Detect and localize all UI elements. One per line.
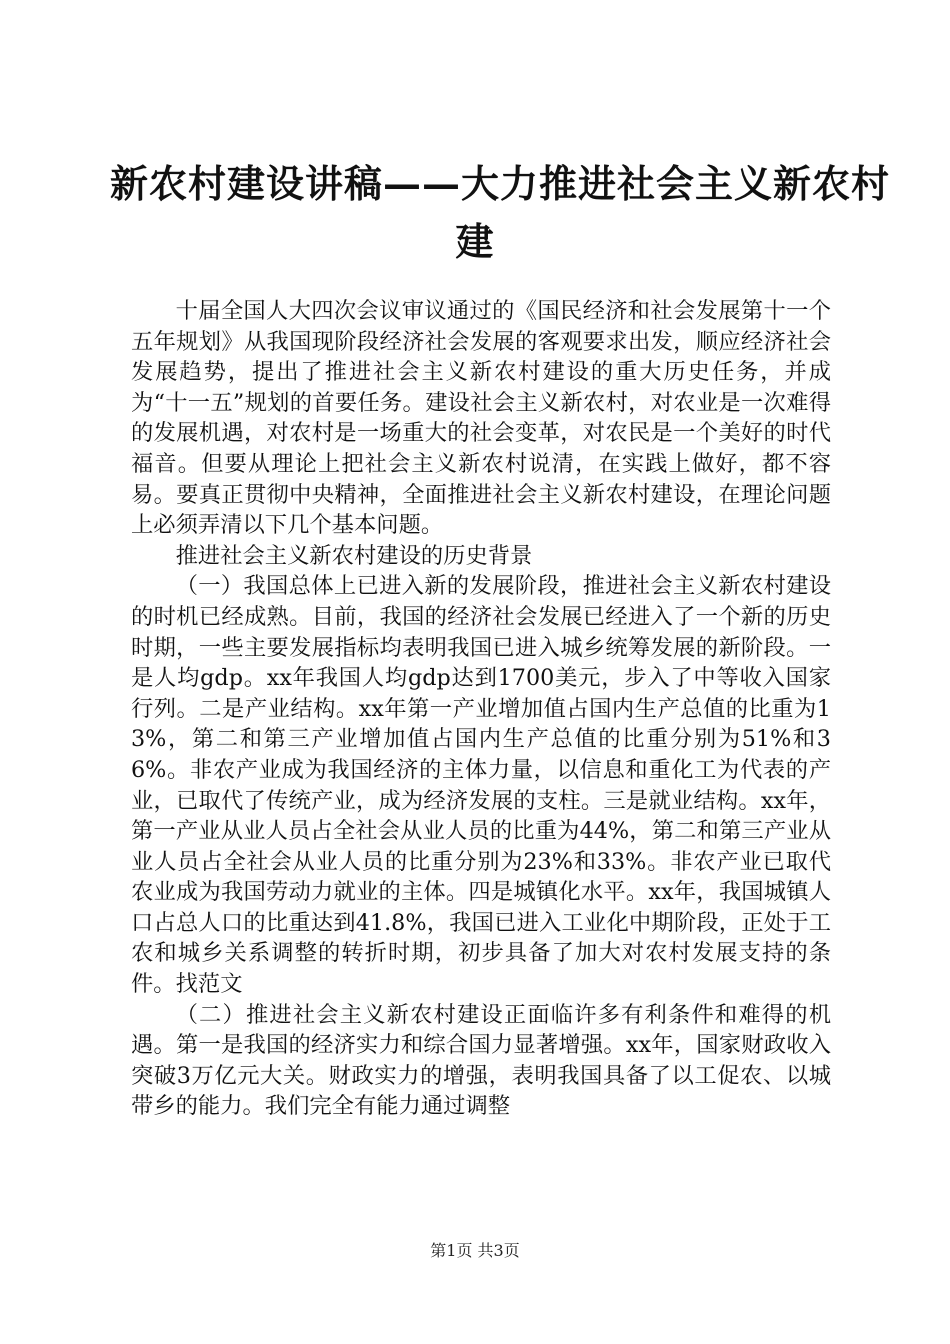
paragraph-section-1: （一）我国总体上已进入新的发展阶段，推进社会主义新农村建设的时机已经成熟。目前，我国的经济社会发展已经进入了一个新的历史时期，一些主要发展指标均表明我国已进入城乡统筹发展的新阶段。一是人均gdp。xx年我国人均gdp达到1700美元，步入了中等收入国家行列。二是产业结构。xx年第一产业增加值占国内生产总值的比重为13%，第二和第三产业增加值占国内生产总值的比重分别为51%和36%。非农产业成为我国经济的主体力量，以信息和重化工为代表的产业，已取代了传统产业，成为经济发展的支柱。三是就业结构。xx年，第一产业从业人员占全社会从业人员的比重为44%，第二和第三产业从业人员占全社会从业人员的比重分别为23%和33%。非农产业已取代农业成为我国劳动力就业的主体。四是城镇化水平。xx年，我国城镇人口占总人口的比重达到41.8%，我国已进入工业化中期阶段，正处于工农和城乡关系调整的转折时期，初步具备了加大对农村发展支持的条件。找范文 bbox=[131, 573, 831, 998]
page-number-footer: 第1页 共3页 bbox=[430, 1241, 520, 1260]
document-title bbox=[110, 155, 891, 271]
paragraph-section-2: （二）推进社会主义新农村建设正面临许多有利条件和难得的机遇。第一是我国的经济实力和综合国力显著增强。xx年，国家财政收入突破3万亿元大关。财政实力的增强，表明我国具备了以工促农、以城带乡的能力。我们完全有能力通过调整 bbox=[131, 1001, 831, 1120]
title-line-2: 建 bbox=[455, 219, 495, 264]
section-heading-background: 推进社会主义新农村建设的历史背景 bbox=[175, 542, 533, 569]
paragraph-intro: 十届全国人大四次会议审议通过的《国民经济和社会发展第十一个五年规划》从我国现阶段经济社会发展的客观要求出发，顺应经济社会发展趋势，提出了推进社会主义新农村建设的重大历史任务，并成为“十一五”规划的首要任务。建设社会主义新农村，对农业是一次难得的发展机遇，对农村是一场重大的社会变革，对农民是一个美好的时代福音。但要从理论上把社会主义新农村说清，在实践上做好，都不容易。要真正贯彻中央精神，全面推进社会主义新农村建设，在理论问题上必须弄清以下几个基本问题。 bbox=[131, 298, 831, 539]
document-body bbox=[131, 296, 831, 1122]
title-line-1: 新农村建设讲稿——大力推进社会主义新农村 bbox=[110, 161, 891, 206]
